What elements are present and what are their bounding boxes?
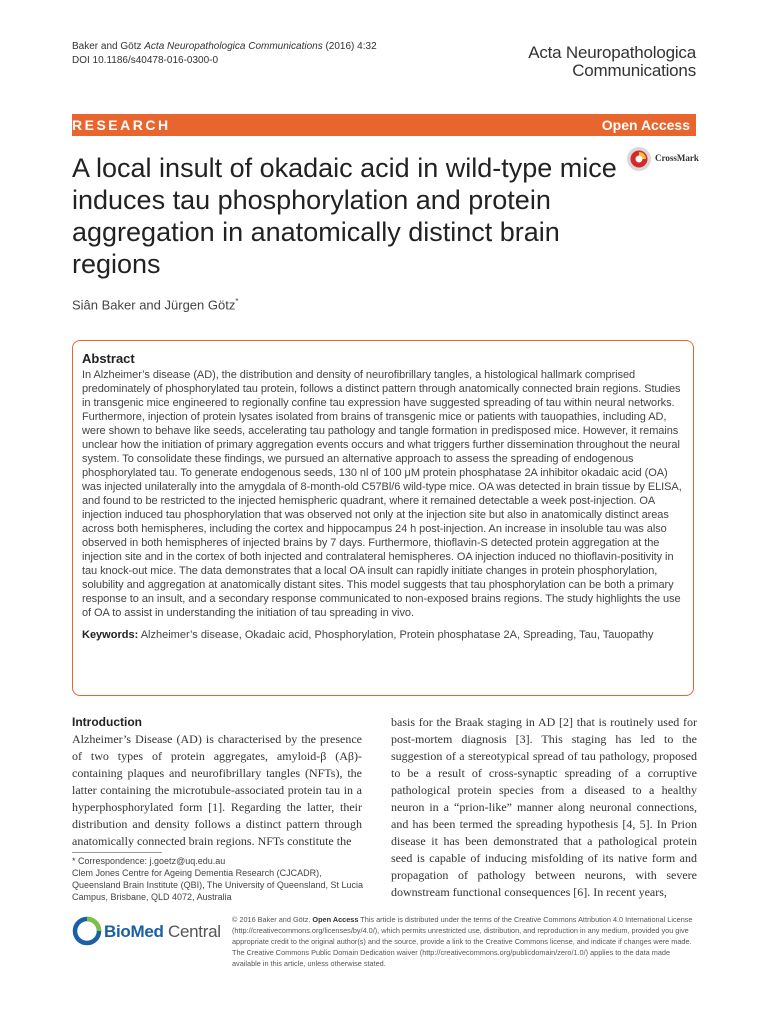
keywords-label: Keywords: [82,629,139,641]
abstract-text: In Alzheimer’s disease (AD), the distribution and density of neurofibrillary tangles, a histological hallmark comprised predominately of phosphorylated tau protein, follows a distinct pattern through anatomically connected brain regions. Studies in transgenic mice engineered to regionally confine tau expression have suggested spreading of tau within neural networks. Furthermore, injection of protein lysates isolated from brains of transgenic mice or patients with tauopathies, including AD, were shown to behave like seeds, accelerating tau pathology and tangle formation in predisposed mice. However, it remains unclear how the initiation of primary aggregation events occurs and what triggers further dissemination throughout the neural system. To consolidate these findings, we pursued an alternative approach to assess the spreading of endogenous phosphorylated tau. To generate endogenous seeds, 130 nl of 100 μM protein phosphatase 2A inhibitor okadaic acid (OA) was injected unilaterally into the amygdala of 8-month-old C57Bl/6 wild-type mice. OA was detected in brain tissue by ELISA, and found to be restricted to the injected hemispheric quadrant, where it remained detectable a week post-injection. OA injection induced tau phosphorylation that was observed not only at the injection site but also in anatomically distinct areas across both hemispheres, including the cortex and hippocampus 24 h post-injection. An increase in insoluble tau was also observed in both hemispheres of injected brains by 7 days. Furthermore, thioflavin-S detected protein aggregation at the injection site and in the cortex of both injected and contralateral hemispheres. OA injection induced no thioflavin-positivity in tau knock-out mice. The data demonstrates that a local OA insult can rapidly initiate changes in protein phosphorylation, solubility and aggregation at anatomically distant sites. This model suggests that tau phosphorylation can be both a primary response to an insult, and a secondary response communicated to non-exposed brains regions. The study highlights the use of OA to assist in understanding the initiation of tau spreading in vivo. [82,369,682,619]
citation-year-volume: (2016) 4:32 [322,41,377,52]
open-access-label: Open Access [601,117,690,133]
journal-logo-line1: Acta Neuropathologica [528,43,696,62]
publisher-name-normal: Central [163,922,221,941]
abstract-box [72,340,694,696]
corresponding-author-mark: * [235,297,239,306]
introduction-text-left: Alzheimer’s Disease (AD) is characterised by the presence of two types of protein aggregates, amyloid-β (Aβ)-containing plaques and neurofibrillary tangles (NFTs), the latter containing the microtubule-associated protein tau in a hyperphosphorylated form [1]. Regarding the latter, their distribution and density follows a distinct pattern through anatomically connected brain regions. NFTs constitute the [72,732,362,848]
publisher-name-bold: BioMed [104,922,164,941]
keywords [82,628,684,642]
copyright-text: © 2016 Baker and Götz. [232,915,313,924]
crossmark-badge[interactable] [626,146,706,174]
citation-doi[interactable]: DOI 10.1186/s40478-016-0300-0 [72,55,219,66]
article-type-banner [72,114,696,136]
abstract-heading: Abstract [82,351,135,366]
journal-logo [528,44,696,80]
license-text: This article is distributed under the terms of the Creative Commons Attribution 4.0 International License (http://creativecommons.org/licenses/by/4.0/), which permits unrestricted use, distribution, and reproduction in any medium, provided you give appropriate credit to the original author(s) and the source, provide a link to the Creative Commons license, and indicate if changes were made. The Creative Commons Public Domain Dedication waiver (http://creativecommons.org/publicdomain/zero/1.0/) applies to the data made available in this article, unless otherwise stated. [232,915,693,968]
journal-logo-line2: Communications [572,61,696,80]
correspondence-email[interactable]: * Correspondence: j.goetz@uq.edu.au [72,856,226,866]
article-title: A local insult of okadaic acid in wild-type mice induces tau phosphorylation and protein aggregation in anatomically distinct brain regions [72,153,617,279]
citation-header [72,40,377,68]
article-type-label: RESEARCH [72,117,171,133]
body-column-left [72,714,362,850]
license-statement [232,914,698,969]
biomed-central-ring-icon [72,916,102,946]
open-access-bold: Open Access [312,915,359,924]
introduction-heading: Introduction [72,715,142,729]
keywords-list: Alzheimer’s disease, Okadaic acid, Phosphorylation, Protein phosphatase 2A, Spreading, Tau, Tauopathy [138,629,654,641]
introduction-text-right: basis for the Braak staging in AD [2] that is routinely used for post-mortem diagnosis [3]. This staging has led to the suggestion of a stereotypical spread of tau pathology, proposed to be a result of cross-synaptic spreading of a corruptive pathological protein species from a diseased to a healthy neuron in a “prion-like” manner along neuronal connections, and has been termed the spreading hypothesis [4, 5]. In Prion disease it has been demonstrated that a pathological protein seed is capable of inducing misfolding of its native form and propagation of pathology between neurons, with severe downstream functional consequences [6]. In recent years, [391,715,697,899]
author-names: Siân Baker and Jürgen Götz [72,297,236,313]
author-list [72,297,238,312]
citation-authors: Baker and Götz [72,41,142,52]
citation-journal: Acta Neuropathologica Communications [144,41,323,52]
crossmark-icon [626,146,652,172]
body-column-right [391,714,697,901]
footnote [72,855,372,903]
publisher-logo [72,916,222,952]
publisher-name [104,922,221,942]
crossmark-label: CrossMark [655,153,699,163]
author-affiliation: Clem Jones Centre for Ageing Dementia Research (CJCADR), Queensland Brain Institute (QBI), The University of Queensland, St Lucia Campus, Brisbane, QLD 4072, Australia [72,868,363,902]
footnote-divider [72,852,162,853]
